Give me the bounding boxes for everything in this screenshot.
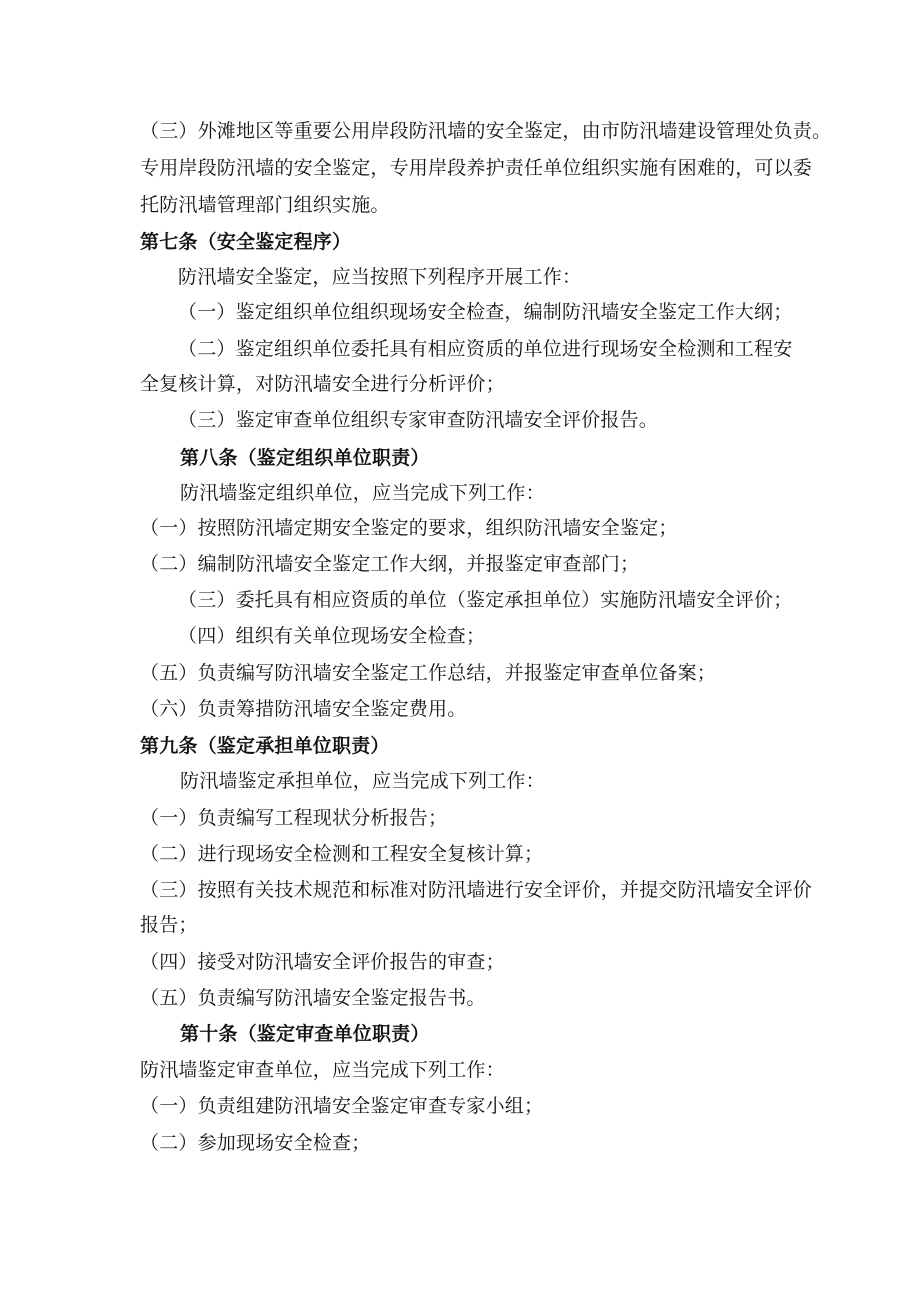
list-item: （一）鉴定组织单位组织现场安全检查，编制防汛墙安全鉴定工作大纲； — [178, 301, 793, 323]
list-item: （四）组织有关单位现场安全检查； — [178, 625, 486, 647]
list-item-continuation: 全复核计算，对防汛墙安全进行分析评价； — [140, 373, 505, 395]
article-10-intro: 防汛墙鉴定审查单位，应当完成下列工作： — [140, 1059, 505, 1081]
list-item: （一）负责编写工程现状分析报告； — [140, 807, 448, 829]
article-8-intro: 防汛墙鉴定组织单位，应当完成下列工作： — [180, 482, 545, 504]
list-item: （三）按照有关技术规范和标准对防汛墙进行安全评价，并提交防汛墙安全评价 — [140, 879, 813, 901]
list-item-continuation: 报告； — [140, 914, 198, 936]
list-item: （二）鉴定组织单位委托具有相应资质的单位进行现场安全检测和工程安 — [178, 338, 793, 360]
paragraph-line: 专用岸段防汛墙的安全鉴定，专用岸段养护责任单位组织实施有困难的，可以委 — [140, 157, 813, 179]
article-9-heading: 第九条（鉴定承担单位职责） — [140, 735, 390, 757]
list-item: （一）负责组建防汛墙安全鉴定审查专家小组； — [140, 1095, 544, 1117]
paragraph-line: 托防汛墙管理部门组织实施。 — [140, 194, 390, 216]
list-item: （三）鉴定审查单位组织专家审查防汛墙安全评价报告。 — [178, 409, 659, 431]
list-item: （二）编制防汛墙安全鉴定工作大纲，并报鉴定审查部门； — [140, 553, 640, 575]
list-item: （二）参加现场安全检查； — [140, 1132, 371, 1154]
list-item: （六）负责筹措防汛墙安全鉴定费用。 — [140, 698, 467, 720]
article-9-intro: 防汛墙鉴定承担单位，应当完成下列工作： — [180, 770, 545, 792]
list-item: （五）负责编写防汛墙安全鉴定工作总结，并报鉴定审查单位备案； — [140, 662, 717, 684]
paragraph-line: （三）外滩地区等重要公用岸段防汛墙的安全鉴定，由市防汛墙建设管理处负责。 — [140, 120, 832, 142]
list-item: （二）进行现场安全检测和工程安全复核计算； — [140, 843, 544, 865]
list-item: （三）委托具有相应资质的单位（鉴定承担单位）实施防汛墙安全评价； — [178, 589, 793, 611]
list-item: （五）负责编写防汛墙安全鉴定报告书。 — [140, 987, 486, 1009]
list-item: （一）按照防汛墙定期安全鉴定的要求，组织防汛墙安全鉴定； — [140, 517, 678, 539]
article-7-heading: 第七条（安全鉴定程序） — [140, 231, 352, 253]
article-10-heading: 第十条（鉴定审查单位职责） — [180, 1023, 430, 1045]
article-8-heading: 第八条（鉴定组织单位职责） — [180, 447, 430, 469]
list-item: （四）接受对防汛墙安全评价报告的审查； — [140, 951, 505, 973]
article-7-intro: 防汛墙安全鉴定，应当按照下列程序开展工作： — [178, 266, 582, 288]
